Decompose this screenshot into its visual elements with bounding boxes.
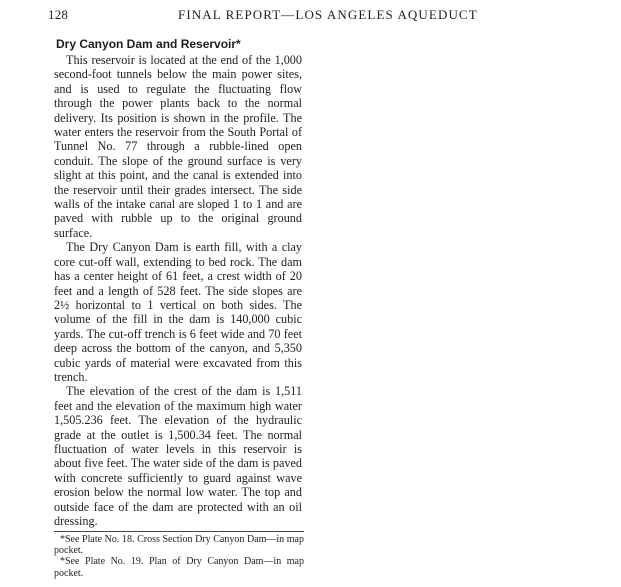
text-column bbox=[54, 37, 302, 528]
body-paragraph-3: The elevation of the crest of the dam is 1,511 feet and the elevation of the maximum high water 1,505.236 feet. The elevation of the hydraulic grade at the outlet is 1,500.34 feet. The normal fluctuation of water levels in this reservoir is about five feet. The water side of the dam is paved with concrete sufficiently to guard against wave erosion below the normal low water. The top and outside face of the dam are protected with an oil dressing. bbox=[54, 384, 302, 528]
body-paragraph-2: The Dry Canyon Dam is earth fill, with a clay core cut-off wall, extending to bed rock. The dam has a center height of 61 feet, a crest width of 20 feet and a length of 528 feet. The side slopes are 2½ horizontal to 1 vertical on both sides. The volume of the fill in the dam is 140,000 cubic yards. The cut-off trench is 6 feet wide and 70 feet deep across the bottom of the canyon, and 5,350 cubic yards of material were excavated from this trench. bbox=[54, 240, 302, 384]
page-number: 128 bbox=[48, 7, 69, 22]
body-paragraph-1: This reservoir is located at the end of the 1,000 second-foot tunnels below the main power sites, and is used to regulate the fluctuating flow through the power plants back to the normal delivery. Its position is shown in the profile. The water enters the reservoir from the South Portal of Tunnel No. 77 through a rubble-lined open conduit. The slope of the ground surface is very slight at this point, and the canal is extended into the reservoir until their grades intersect. The side walls of the intake canal are sloped 1 to 1 and are paved with rubble up to the original ground surface. bbox=[54, 53, 302, 240]
footnote-divider bbox=[54, 531, 304, 532]
page-header bbox=[48, 7, 596, 25]
running-head: FINAL REPORT—LOS ANGELES AQUEDUCT bbox=[178, 7, 478, 22]
footnote-1: *See Plate No. 18. Cross Section Dry Canyon Dam—in map pocket. bbox=[54, 534, 304, 557]
footnote-2: *See Plate No. 19. Plan of Dry Canyon Dam—in map pocket. bbox=[54, 556, 304, 579]
section-title: Dry Canyon Dam and Reservoir* bbox=[56, 37, 241, 51]
footnotes bbox=[54, 534, 304, 579]
